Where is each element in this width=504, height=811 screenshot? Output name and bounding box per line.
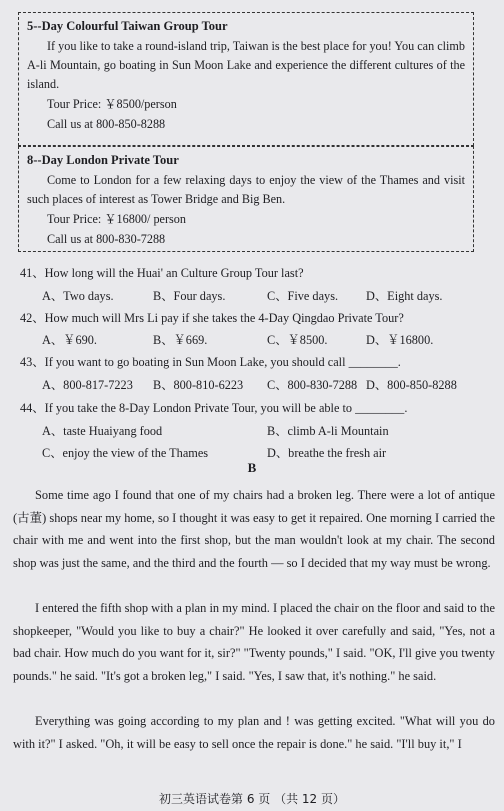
question-42: 42、How much will Mrs Li pay if she takes the 4-Day Qingdao Private Tour?: [20, 311, 404, 325]
taiwan-tour-ad: [18, 12, 474, 146]
london-tour-phone: Call us at 800-830-7288: [47, 232, 166, 246]
q41-option-a: A、Two days.: [42, 289, 114, 303]
london-tour-description: Come to London for a few relaxing days to enjoy the view of the Thames and visit such places of interest as Tower Bridge and Big Ben.: [27, 173, 465, 206]
q42-option-a: A、￥690.: [42, 333, 97, 347]
section-b-heading: B: [247, 460, 257, 475]
q44-option-b: B、climb A-li Mountain: [267, 424, 389, 438]
q41-option-b: B、Four days.: [153, 289, 226, 303]
q42-option-d: D、￥16800.: [366, 333, 434, 347]
question-43: 43、If you want to go boating in Sun Moon Lake, you should call ________.: [20, 355, 401, 369]
taiwan-tour-description: If you like to take a round-island trip, Taiwan is the best place for you! You can climb A-li Mountain, go boating in Sun Moon Lake and experience the different cultures of the island.: [27, 39, 465, 91]
q43-option-d: D、800-850-8288: [366, 378, 457, 392]
q44-option-d: D、breathe the fresh air: [267, 446, 387, 460]
page-footer: 初三英语试卷第 6 页 （共 12 页）: [159, 792, 345, 806]
taiwan-tour-price: Tour Price: ￥8500/person: [47, 97, 177, 111]
london-tour-title: 8--Day London Private Tour: [27, 153, 179, 167]
london-tour-ad: [18, 146, 474, 252]
question-44: 44、If you take the 8-Day London Private Tour, you will be able to ________.: [20, 401, 408, 415]
passage-paragraph-3: Everything was going according to my plan and ! was getting excited. "What will you do with it?" I asked. "Oh, it will be easy to sell once the repair is done." he said. "I'll buy it," I: [13, 714, 495, 751]
q42-option-b: B、￥669.: [153, 333, 208, 347]
q41-option-c: C、Five days.: [267, 289, 339, 303]
question-41: 41、How long will the Huai' an Culture Group Tour last?: [20, 266, 304, 280]
q42-option-c: C、￥8500.: [267, 333, 328, 347]
q43-option-a: A、800-817-7223: [42, 378, 133, 392]
q44-option-a: A、taste Huaiyang food: [42, 424, 163, 438]
q44-option-c: C、enjoy the view of the Thames: [42, 446, 209, 460]
passage-paragraph-2: I entered the fifth shop with a plan in my mind. I placed the chair on the floor and said to the shopkeeper, "Would you like to buy a chair?" He looked it over carefully and said, "Yes, not a bad chair. How much do you want for it, sir?" "Twenty pounds," I said. "OK, I'll give you twenty pounds." he said. "It's got a broken leg," I said. "Yes, I saw that, it's nothing." he said.: [13, 601, 495, 683]
passage-paragraph-1: Some time ago I found that one of my chairs had a broken leg. There were a lot of antique (古董) shops near my home, so I thought it was easy to get it repaired. One morning I carried the chair with me and went into the first shop, but the man wouldn't look at my chair. The second shop was just the same, and the third and the fourth — so I decided that my way must be wrong.: [13, 488, 495, 570]
taiwan-tour-title: 5--Day Colourful Taiwan Group Tour: [27, 19, 228, 33]
taiwan-tour-phone: Call us at 800-850-8288: [47, 117, 166, 131]
q43-option-c: C、800-830-7288: [267, 378, 358, 392]
q41-option-d: D、Eight days.: [366, 289, 443, 303]
q43-option-b: B、800-810-6223: [153, 378, 244, 392]
london-tour-price: Tour Price: ￥16800/ person: [47, 212, 186, 226]
